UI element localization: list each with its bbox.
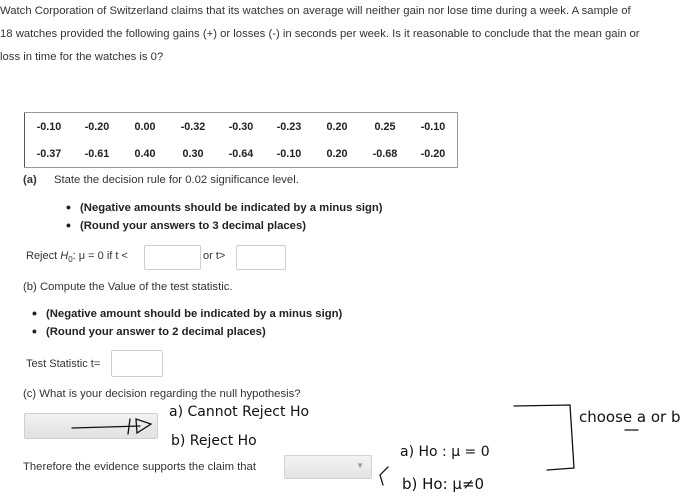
instruction-item: • (Round your answer to 2 decimal places): [30, 323, 342, 341]
part-a-text: State the decision rule for 0.02 significance level.: [53, 174, 299, 186]
table-cell: -0.32: [169, 113, 217, 141]
instruction-item: • (Negative amount should be indicated by a minus sign): [30, 305, 342, 323]
instruction-item: • (Negative amounts should be indicated by a minus sign): [64, 199, 383, 217]
brace-line: [380, 467, 388, 485]
h0-subscript: 0: [68, 255, 73, 265]
handwritten-option-a: a) Cannot Reject Ho: [169, 404, 310, 420]
table-cell: 0.00: [121, 113, 169, 141]
therefore-text: Therefore the evidence supports the claim that: [23, 461, 256, 473]
handwritten-hypothesis-a: a) Ho : μ = 0: [400, 444, 490, 460]
table-cell: 0.30: [169, 140, 217, 168]
instruction-item: • (Round your answers to 3 decimal places): [64, 217, 383, 235]
table-cell: -0.68: [361, 140, 409, 168]
table-cell: -0.30: [217, 113, 265, 141]
h0-symbol: H: [60, 250, 69, 262]
table-cell: -0.61: [73, 140, 121, 168]
handwritten-note: choose a or b: [579, 408, 681, 426]
handwritten-hypothesis-b: b) Ho: μ≠0: [402, 475, 485, 493]
part-b-heading: (b) Compute the Value of the test statistic.: [23, 281, 233, 293]
handwritten-option-b: b) Reject Ho: [171, 433, 257, 449]
table-cell: -0.37: [25, 140, 74, 168]
reject-prefix: Reject: [26, 250, 61, 262]
table-cell: 0.20: [313, 113, 361, 141]
reject-condition: : μ = 0 if t <: [72, 250, 128, 262]
table-cell: -0.64: [217, 140, 265, 168]
arrow-line: [72, 426, 140, 428]
part-a-label: (a): [23, 174, 37, 186]
table-cell: 0.25: [361, 113, 409, 141]
problem-statement: Watch Corporation of Switzerland claims that its watches on average will neither gain nor lose time during a week. A sample of 18 watches provided the following gains (+) or losses (-) in seconds per week. Is it reasonable to conclude that the mean gain or loss in time for the watches is 0?: [0, 5, 640, 63]
table-cell: -0.10: [409, 113, 458, 141]
or-label: or t>: [203, 250, 226, 262]
table-cell: -0.10: [265, 140, 313, 168]
table-cell: -0.20: [73, 113, 121, 141]
bracket-line: [514, 405, 574, 470]
table-cell: 0.20: [313, 140, 361, 168]
table-cell: -0.23: [265, 113, 313, 141]
chevron-down-icon: ▼: [356, 461, 364, 470]
test-statistic-label: Test Statistic t=: [26, 358, 101, 370]
table-cell: 0.40: [121, 140, 169, 168]
table-cell: -0.10: [25, 113, 74, 141]
table-cell: -0.20: [409, 140, 458, 168]
part-c-heading: (c) What is your decision regarding the null hypothesis?: [23, 388, 301, 400]
